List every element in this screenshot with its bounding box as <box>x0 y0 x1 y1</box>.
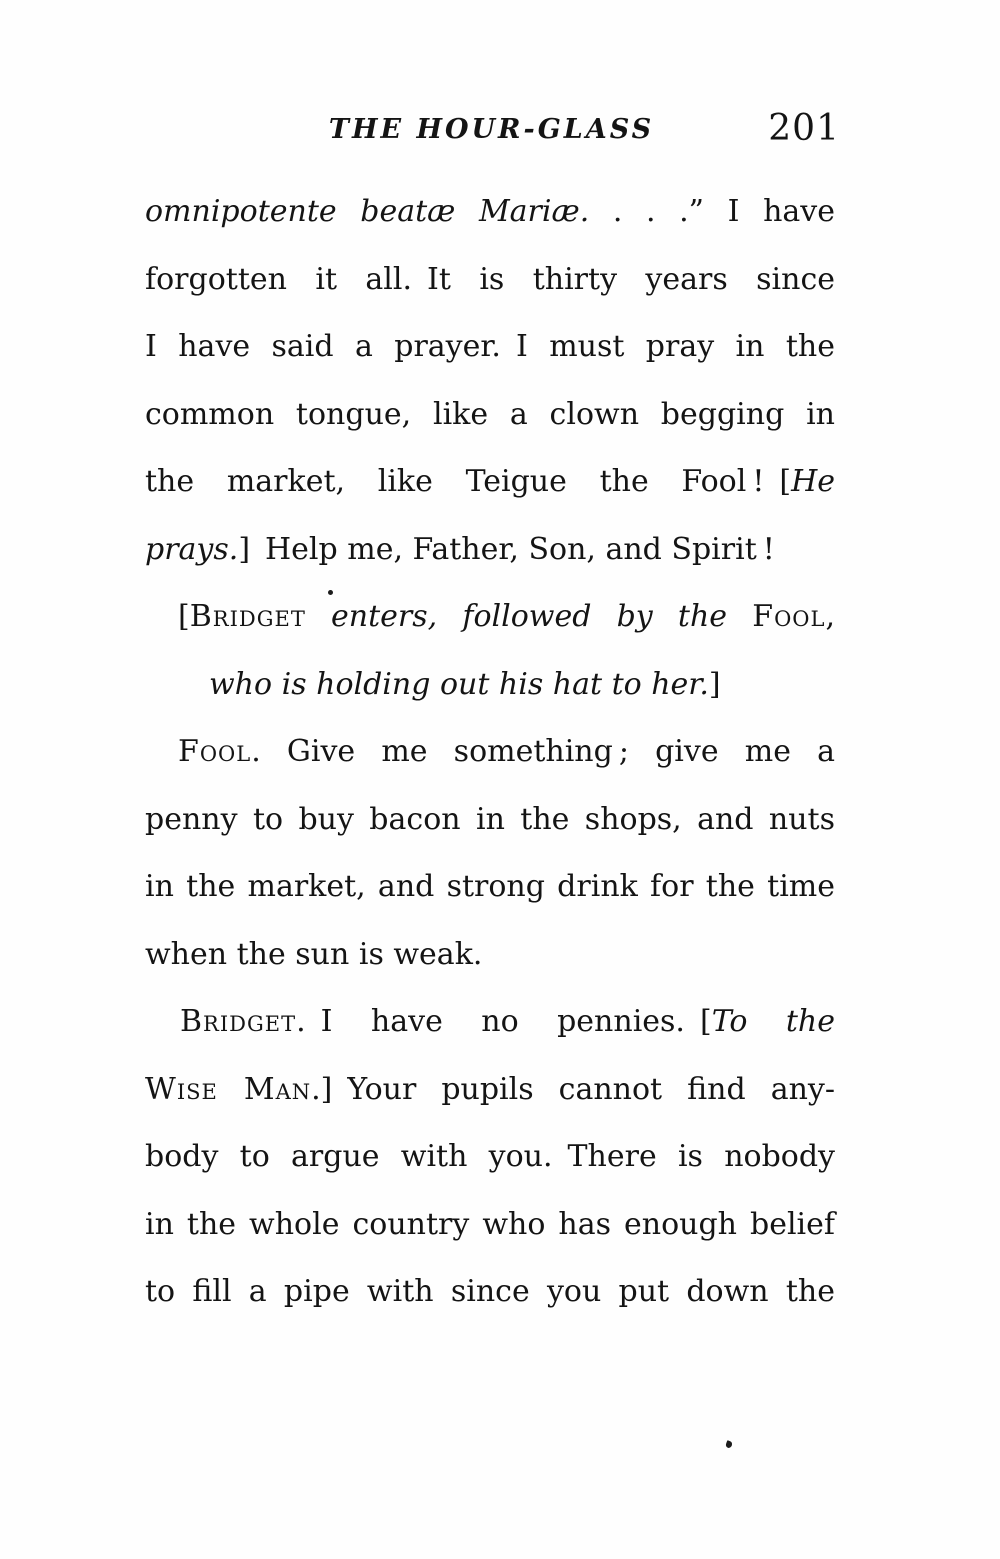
text-line <box>178 718 835 786</box>
text-segment: penny to buy bacon in the shops, and nuts <box>145 801 835 837</box>
text-segment: Fool <box>752 599 826 634</box>
page-header <box>145 108 838 158</box>
text-segment: I have said a prayer. I must pray in the <box>145 329 835 364</box>
text-segment: who is holding out his hat to her. <box>209 666 709 702</box>
ink-speck <box>725 1440 733 1449</box>
text-line <box>145 516 835 584</box>
text-segment: omnipotente beatæ Mariæ. <box>145 194 590 229</box>
text-segment: when the sun is weak. <box>145 936 483 972</box>
text-segment: Fool <box>178 734 252 769</box>
text-line <box>145 1191 835 1259</box>
text-segment: . . .” I have <box>589 194 835 229</box>
text-segment: ] <box>708 666 721 702</box>
text-segment: . I have no pennies. [ <box>296 1004 712 1039</box>
text-line <box>145 1258 835 1326</box>
text-line <box>145 1123 835 1191</box>
text-segment: Bridget <box>180 1004 297 1039</box>
text-line <box>145 786 835 854</box>
text-segment: enters, followed by the <box>305 599 753 634</box>
text-segment: body to argue with you. There is nobody <box>145 1139 835 1174</box>
text-line <box>145 1056 835 1124</box>
text-segment: Wise Man <box>145 1071 312 1107</box>
text-segment: .] Your pupils cannot find any- <box>311 1071 835 1107</box>
text-line <box>145 313 835 381</box>
text-line <box>145 178 835 246</box>
text-segment: to fill a pipe with since you put down the <box>145 1274 835 1309</box>
running-title: THE HOUR-GLASS <box>328 114 655 145</box>
text-segment: in the whole country who has enough belief <box>145 1206 835 1242</box>
text-segment: [ <box>178 599 190 634</box>
text-line <box>180 988 835 1056</box>
text-line <box>145 381 835 449</box>
text-line <box>145 246 835 314</box>
text-segment: , <box>825 599 835 634</box>
text-line <box>145 448 835 516</box>
text-segment: To the <box>711 1004 835 1039</box>
page-number: 201 <box>768 108 840 149</box>
text-line <box>178 583 835 651</box>
body-text <box>145 178 835 1326</box>
text-line <box>145 921 835 989</box>
text-segment: He <box>791 464 835 499</box>
text-segment: in the market, and strong drink for the time <box>145 869 835 904</box>
text-line <box>209 651 835 719</box>
text-segment: forgotten it all. It is thirty years since <box>145 261 835 297</box>
text-segment: the market, like Teigue the Fool ! [ <box>145 464 792 499</box>
text-segment: . Give me something ; give me a <box>251 734 835 769</box>
text-segment: ] Help me, Father, Son, and Spirit ! <box>238 531 775 567</box>
text-segment: Bridget <box>189 599 306 634</box>
text-line <box>145 853 835 921</box>
ink-speck <box>328 590 333 595</box>
text-segment: prays. <box>145 531 239 567</box>
text-segment: common tongue, like a clown begging in <box>145 396 835 432</box>
